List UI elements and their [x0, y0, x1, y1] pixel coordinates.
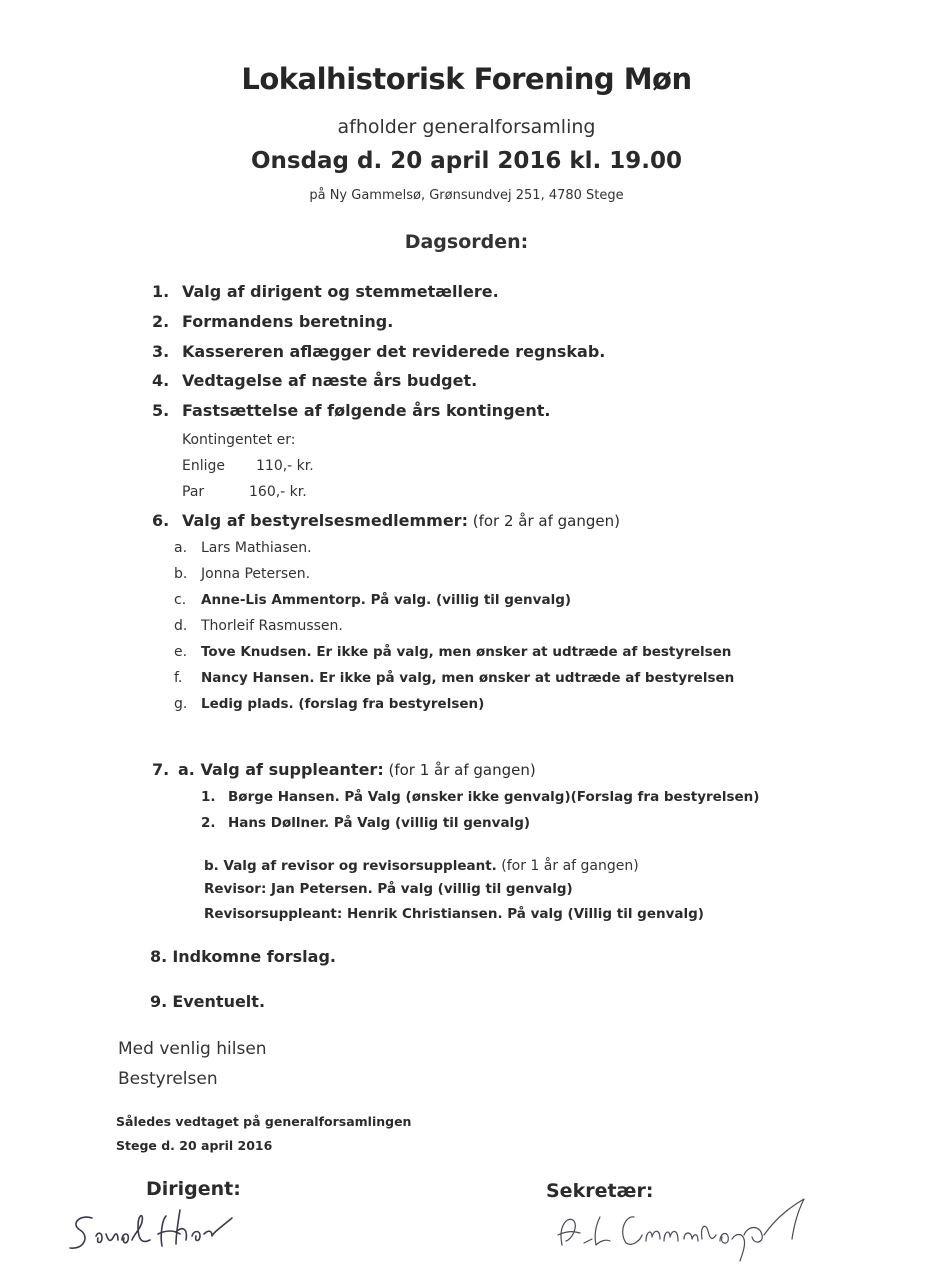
substitute-text: Børge Hansen. På Valg (ønsker ikke genvalg)(Forslag fra bestyrelsen) [228, 789, 760, 805]
agenda-item-text: a. Valg af suppleanter: [178, 760, 384, 779]
agenda-item-number: 9. [150, 992, 168, 1011]
agenda-item-note: (for 2 år af gangen) [467, 512, 620, 530]
candidate-text: Nancy Hansen. Er ikke på valg, men ønsker at udtræde af bestyrelsen [201, 670, 735, 686]
auditor-heading [204, 855, 639, 874]
candidate-text: Thorleif Rasmussen. [201, 618, 343, 634]
fee-label: Kontingentet er: [182, 432, 296, 448]
candidate-letter: f. [174, 670, 183, 686]
candidate-letter: g. [174, 696, 188, 712]
agenda-item-text: Kassereren aflægger det reviderede regnskab. [182, 342, 606, 361]
secretary-signature [548, 1195, 818, 1265]
candidate-text: Jonna Petersen. [201, 566, 311, 582]
agenda-item-text: Formandens beretning. [182, 312, 394, 331]
agenda-item-number: 7. [152, 760, 170, 779]
deputy-auditor-line: Revisorsuppleant: Henrik Christiansen. På valg (Villig til genvalg) [204, 906, 704, 922]
closing-sender: Bestyrelsen [118, 1069, 218, 1089]
subtitle: afholder generalforsamling [337, 116, 596, 138]
agenda-item [152, 342, 606, 361]
agenda-item [150, 992, 265, 1011]
agenda-item-number: 6. [152, 511, 170, 530]
substitute-number: 2. [201, 815, 216, 831]
substitute-text: Hans Døllner. På Valg (villig til genvalg) [228, 815, 531, 831]
auditor-heading-note: (for 1 år af gangen) [496, 858, 639, 874]
agenda-item [152, 312, 394, 331]
agenda-item-text: Fastsættelse af følgende års kontingent. [182, 401, 551, 420]
auditor-heading-text: b. Valg af revisor og revisorsuppleant. [204, 858, 497, 874]
dirigent-label: Dirigent: [146, 1178, 241, 1200]
candidate-text: Tove Knudsen. Er ikke på valg, men ønsker at udtræde af bestyrelsen [201, 644, 732, 660]
agenda-item [152, 511, 620, 530]
secretary-label: Sekretær: [546, 1180, 654, 1202]
agenda-item [152, 760, 536, 779]
candidate-letter: e. [174, 644, 188, 660]
agenda-item-number: 3. [152, 342, 170, 361]
fee-row-amount: 110,- kr. [256, 458, 314, 474]
agenda-item-text: Valg af dirigent og stemmetællere. [182, 282, 499, 301]
candidate-text: Lars Mathiasen. [201, 540, 312, 556]
meeting-address: på Ny Gammelsø, Grønsundvej 251, 4780 Stege [309, 188, 624, 203]
agenda-item [152, 371, 478, 390]
agenda-item-text: Valg af bestyrelsesmedlemmer: [182, 511, 468, 530]
candidate-letter: c. [174, 592, 187, 608]
agenda-item-number: 2. [152, 312, 170, 331]
auditor-line: Revisor: Jan Petersen. På valg (villig til genvalg) [204, 881, 573, 897]
candidate-letter: a. [174, 540, 188, 556]
substitute-number: 1. [201, 789, 216, 805]
agenda-item-text: Vedtagelse af næste års budget. [182, 371, 478, 390]
candidate-letter: d. [174, 618, 188, 634]
agenda-item [152, 401, 551, 420]
candidate-text: Anne-Lis Ammentorp. På valg. (villig til genvalg) [201, 592, 572, 608]
fee-row-label: Enlige [182, 458, 225, 474]
agenda-heading: Dagsorden: [404, 231, 529, 253]
dirigent-signature [62, 1200, 262, 1260]
agenda-item-note: (for 1 år af gangen) [383, 761, 536, 779]
agenda-item-number: 5. [152, 401, 170, 420]
candidate-letter: b. [174, 566, 188, 582]
fee-row-label: Par [182, 484, 205, 500]
approval-line: Således vedtaget på generalforsamlingen [116, 1114, 412, 1129]
agenda-item-number: 8. [150, 947, 168, 966]
agenda-item-number: 4. [152, 371, 170, 390]
agenda-item [150, 947, 336, 966]
agenda-item-text: Indkomne forslag. [172, 947, 336, 966]
approval-date: Stege d. 20 april 2016 [116, 1138, 273, 1153]
meeting-date: Onsdag d. 20 april 2016 kl. 19.00 [250, 148, 683, 174]
page-title: Lokalhistorisk Forening Møn [241, 62, 692, 96]
candidate-text: Ledig plads. (forslag fra bestyrelsen) [201, 696, 485, 712]
closing-greeting: Med venlig hilsen [118, 1039, 267, 1059]
agenda-item-number: 1. [152, 282, 170, 301]
agenda-item-text: Eventuelt. [172, 992, 266, 1011]
agenda-item [152, 282, 499, 301]
fee-row-amount: 160,- kr. [249, 484, 307, 500]
